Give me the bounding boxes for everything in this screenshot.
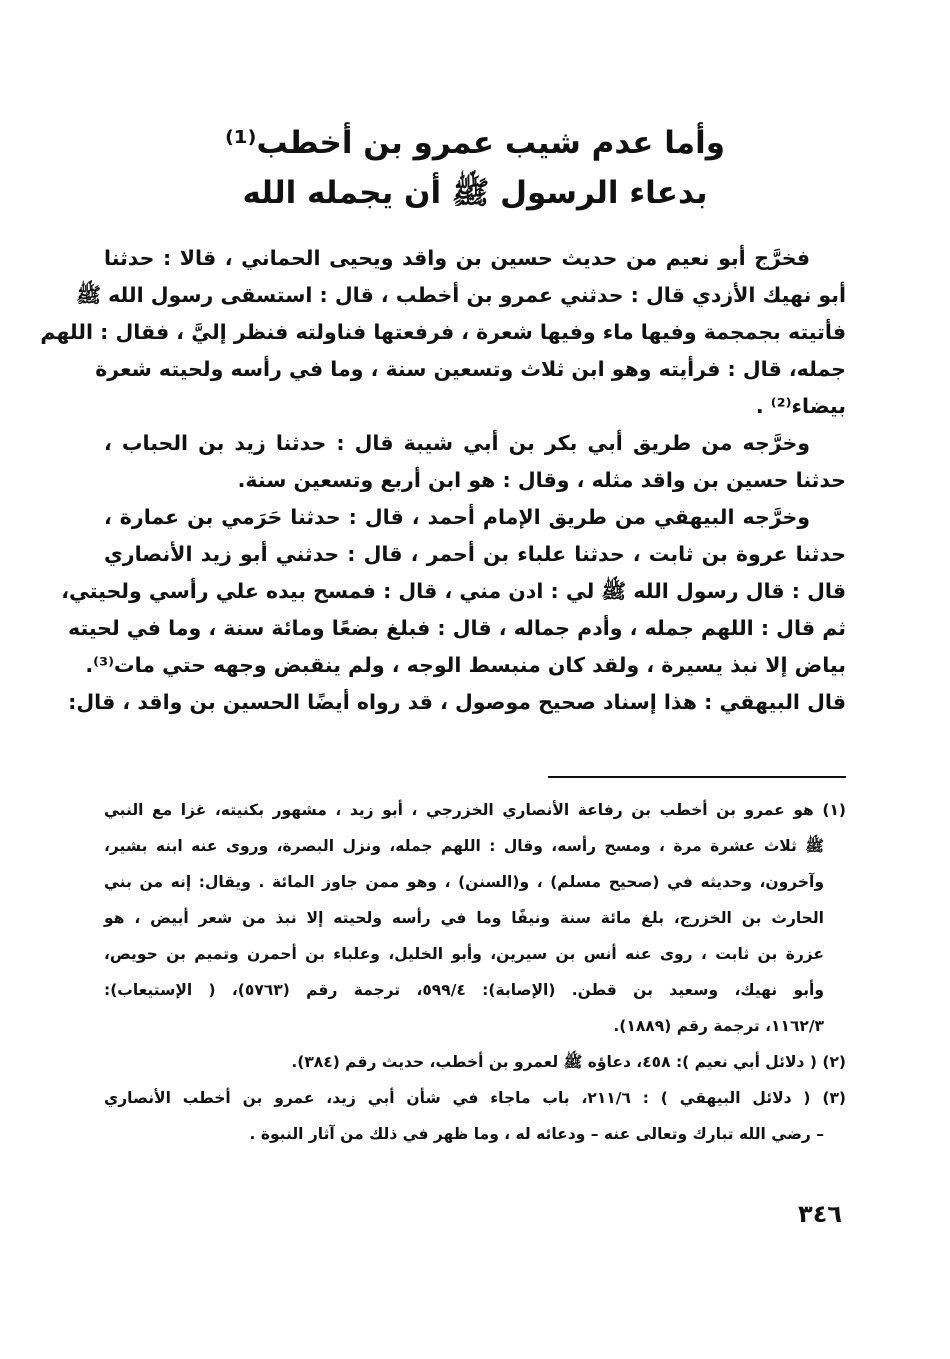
footnote-line: وآخرون، وحديثه في (صحيح مسلم) ، و(السنن) ، وهو ممن جاوز المائة . ويقال: إنه من بني: [104, 873, 824, 891]
footnote-line: وأبو نهيك، وسعيد بن قطن. (الإصابة): ٥٩٩/٤، ترجمة رقم (٥٧٦٣)، ( الإستيعاب):: [104, 981, 825, 999]
text-line: فخرَّج أبو نعيم من حديث حسين بن واقد ويحيى الحماني ، قالا : حدثنا: [104, 246, 810, 270]
text-line: قال : قال رسول الله ﷺ لي : ادن مني ، قال : فمسح بيده علي رأسي ولحيتي،: [61, 579, 846, 603]
footnotes: [104, 792, 846, 1152]
heading-line-1: وأما عدم شيب عمرو بن أخطب⁽¹⁾: [225, 125, 725, 161]
footnote-line: الحارث بن الخزرج، بلغ مائة سنة ونيفًا وما في رأسه ولحيته إلا نبذ من شعر أبيض ، هو: [104, 909, 824, 927]
footnote-line: (١) هو عمرو بن أخطب بن رفاعة الأنصاري الخزرجي ، أبو زيد ، مشهور بكنيته، غزا مع النبي: [104, 801, 846, 819]
footnote-line: عزرة بن ثابت ، روى عنه أنس بن سيرين، وأبو الخليل، وعلباء بن أحمرن وتميم بن حويص،: [104, 945, 824, 963]
text-line: أبو نهيك الأزدي قال : حدثني عمرو بن أخطب ، قال : استسقى رسول الله ﷺ: [76, 283, 846, 307]
text-line: وخرَّجه البيهقي من طريق الإمام أحمد ، قال : حدثنا حَرَمي بن عمارة ،: [104, 505, 810, 529]
text-line: وخرَّجه من طريق أبي بكر بن أبي شيبة قال : حدثنا زيد بن الحباب ،: [104, 431, 810, 455]
footnote-line: ﷺ ثلاث عشرة مرة ، ومسح رأسه، وقال : اللهم جمله، ونزل البصرة، وروى عنه ابنه بشير،: [104, 837, 824, 855]
text-line: جمله، قال : فرأيته وهو ابن ثلاث وتسعين سنة ، وما في رأسه ولحيته شعرة: [95, 357, 846, 381]
text-line: حدثنا حسين بن واقد مثله ، وقال : هو ابن أربع وتسعين سنة.: [237, 468, 846, 492]
main-text: [40, 240, 846, 721]
text-line: بياض إلا نبذ يسيرة ، ولقد كان منبسط الوجه ، ولم ينقبض وجهه حتي مات⁽³⁾.: [85, 653, 846, 677]
text-line: فأتيته بجمجمة وفيها ماء وفيها شعرة ، فرفعتها فناولته فنظر إليَّ ، فقال : اللهم: [40, 320, 846, 344]
heading-line-2: بدعاء الرسول ﷺ أن يجمله الله: [242, 175, 708, 211]
footnote-separator: [548, 776, 846, 778]
footnote-line: (٢) ( دلائل أبي نعيم ): ٤٥٨، دعاؤه ﷺ لعمرو بن أخطب، حديث رقم (٣٨٤).: [291, 1053, 846, 1071]
footnote-line: (٣) ( دلائل البيهقي ) : ٢١١/٦، باب ماجاء في شأن أبي زيد، عمرو بن أخطب الأنصاري: [104, 1089, 846, 1107]
footnote-line: ١١٦٢/٣، ترجمة رقم (١٨٨٩).: [613, 1017, 824, 1035]
text-line: قال البيهقي : هذا إسناد صحيح موصول ، قد رواه أيضًا الحسين بن واقد ، قال:: [68, 690, 846, 714]
text-line: حدثنا عروة بن ثابت ، حدثنا علباء بن أحمر ، قال : حدثني أبو زيد الأنصاري: [104, 542, 846, 566]
page-number: ٣٤٦: [798, 1200, 842, 1228]
text-line: ثم قال : اللهم جمله ، وأدم جماله ، قال : فبلغ بضعًا ومائة سنة ، وما في لحيته: [68, 616, 846, 640]
text-line: بيضاء⁽²⁾ .: [755, 394, 846, 418]
section-heading: [100, 118, 850, 218]
footnote-line: – رضي الله تبارك وتعالى عنه – ودعائه له ، وما ظهر في ذلك من آثار النبوة .: [249, 1125, 824, 1143]
